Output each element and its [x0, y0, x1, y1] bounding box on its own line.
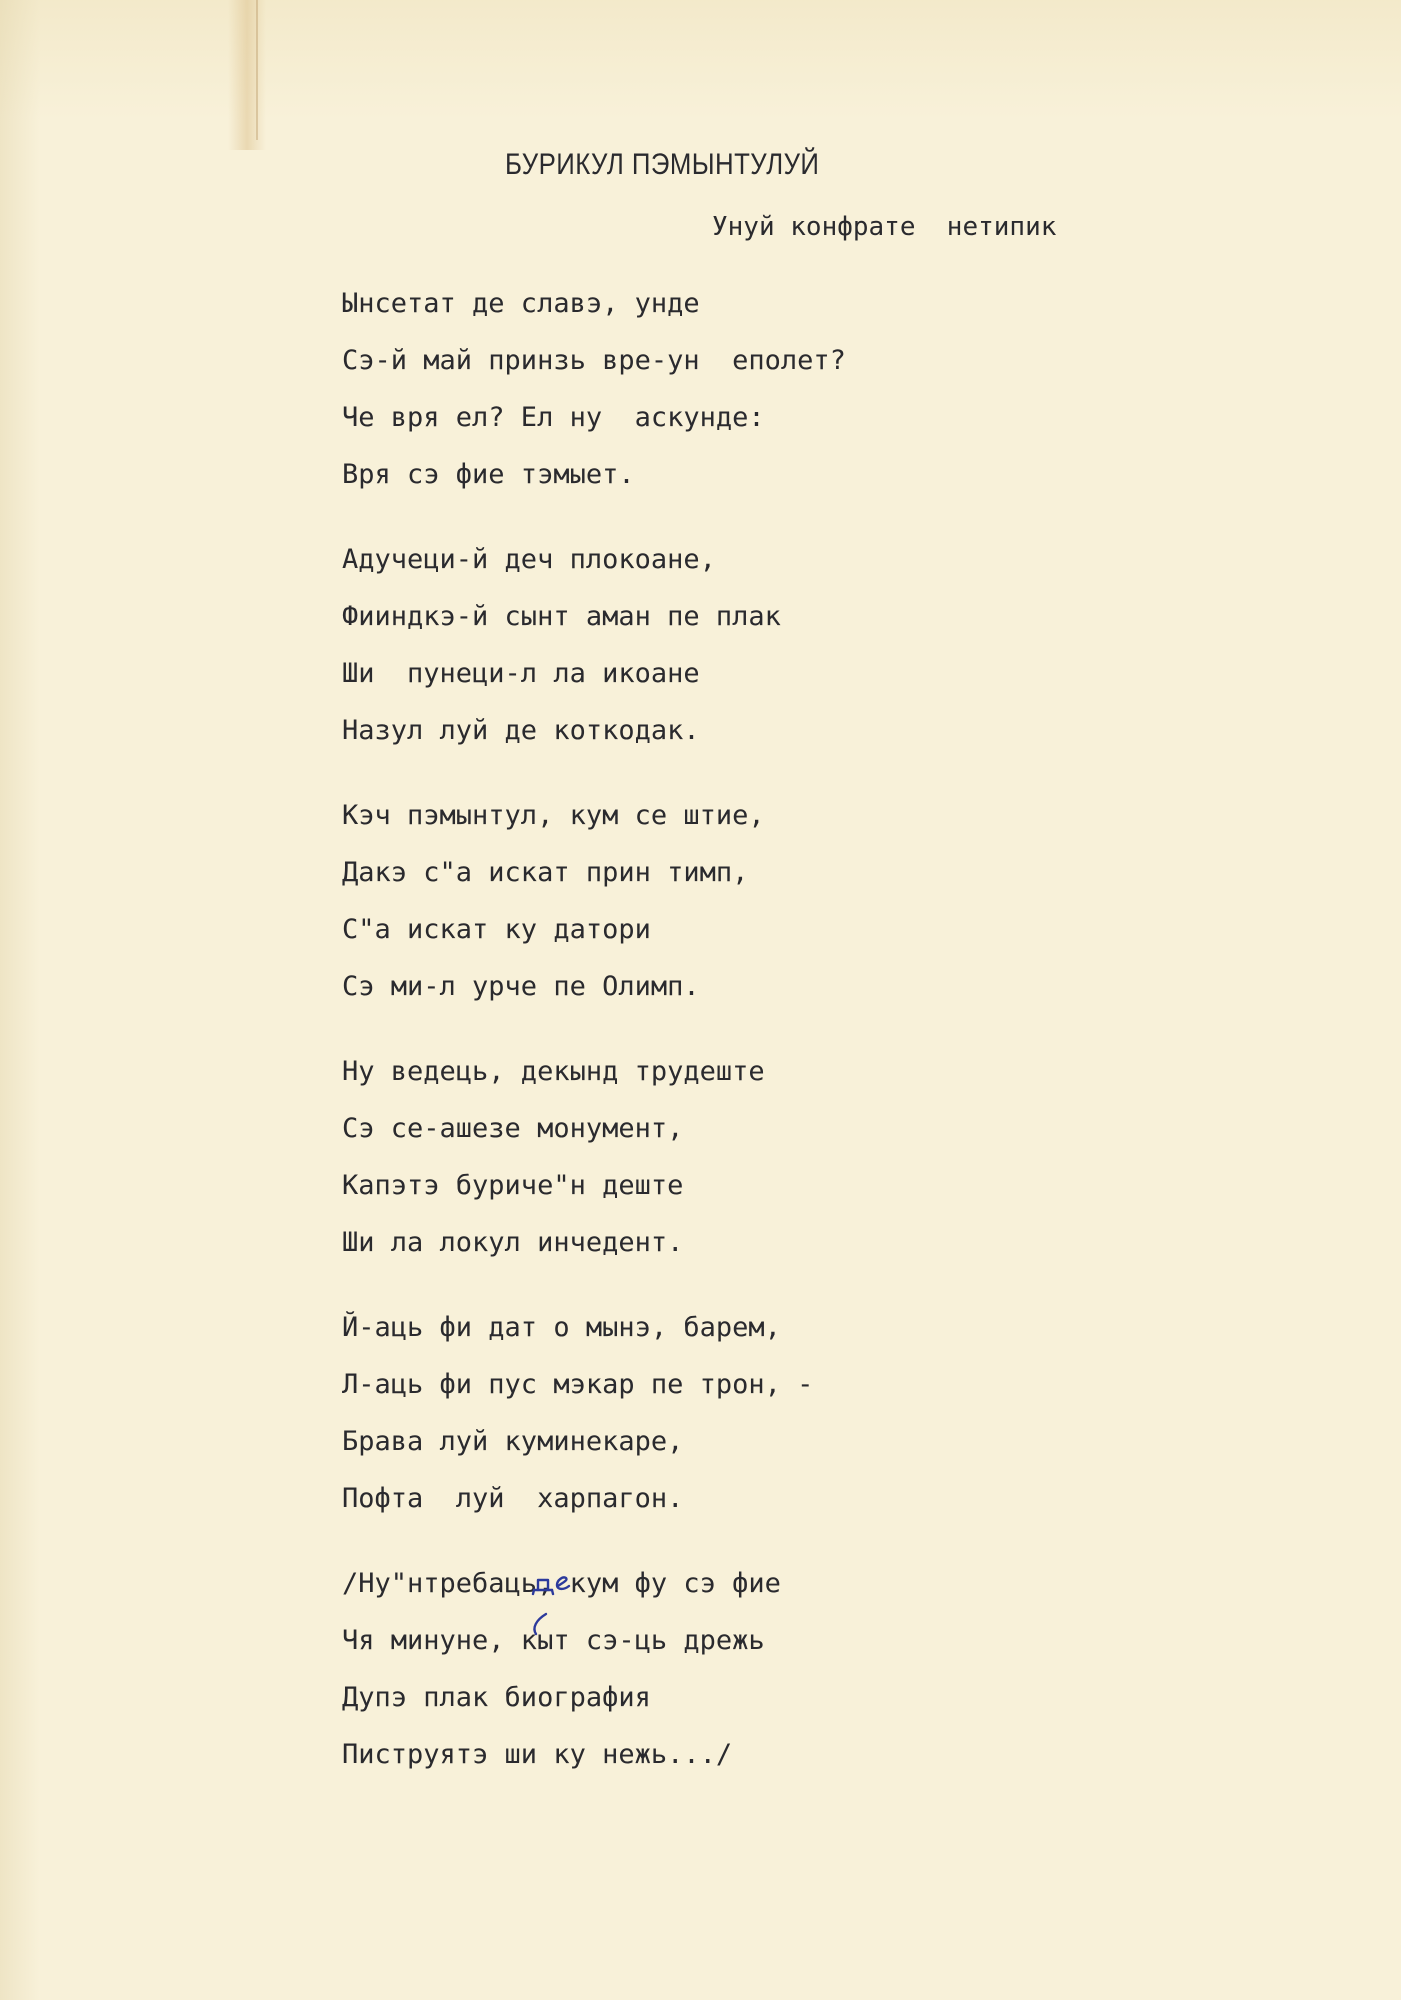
poem-line: Назул луй де коткодак. — [342, 715, 700, 746]
poem-line: Пофта луй харпагон. — [342, 1483, 684, 1514]
poem-dedication: Унуй конфрате нетипик — [712, 212, 1057, 242]
poem-line: Ши ла локул инчедент. — [342, 1227, 684, 1258]
poem-line: Й-аць фи дат о мынэ, барем, — [342, 1312, 781, 1343]
poem-line: Адучеци-й деч плокоане, — [342, 544, 716, 575]
stanza — [342, 1314, 846, 1513]
poem-line: Капэтэ буриче"н деште — [342, 1170, 684, 1201]
paper-fold-line — [256, 0, 258, 140]
paper-fold-mark — [228, 0, 266, 150]
poem-line: Брава луй куминекаре, — [342, 1426, 684, 1457]
stanza — [342, 546, 846, 745]
poem-line: Сэ-й май принзь вре-ун еполет? — [342, 345, 846, 376]
poem-line: Че вря ел? Ел ну аскунде: — [342, 402, 765, 433]
stanza — [342, 1058, 846, 1257]
handwritten-correction-mark — [524, 1568, 586, 1638]
stanza — [342, 290, 846, 489]
poem-line: Дупэ плак биография — [342, 1682, 651, 1713]
poem-line: С"а искат ку датори — [342, 914, 651, 945]
poem-line: Ынсетат де славэ, унде — [342, 288, 700, 319]
poem-line: Ши пунеци-л ла икоане — [342, 658, 700, 689]
poem-line: Фииндкэ-й сынт аман пе плак — [342, 601, 781, 632]
poem-line: Чя минуне, кыт сэ-ць дрежь — [342, 1625, 765, 1656]
poem-line: Сэ се-ашезе монумент, — [342, 1113, 684, 1144]
poem-line: Кэч пэмынтул, кум се штие, — [342, 800, 765, 831]
poem-line: Вря сэ фие тэмыет. — [342, 459, 635, 490]
poem-line: Ну ведець, декынд трудеште — [342, 1056, 765, 1087]
poem-line: Дакэ с"а искат прин тимп, — [342, 857, 749, 888]
poem-line: Сэ ми-л урче пе Олимп. — [342, 971, 700, 1002]
poem-body — [342, 290, 846, 1826]
stanza — [342, 1570, 846, 1769]
poem-title: БУРИКУЛ ПЭМЫНТУЛУЙ — [505, 148, 820, 181]
poem-line: Пиструятэ ши ку нежь.../ — [342, 1739, 733, 1770]
poem-line: /Ну"нтребаць, кум фу сэ фие — [342, 1568, 781, 1599]
poem-line: Л-аць фи пус мэкар пе трон, - — [342, 1369, 814, 1400]
stanza — [342, 802, 846, 1001]
